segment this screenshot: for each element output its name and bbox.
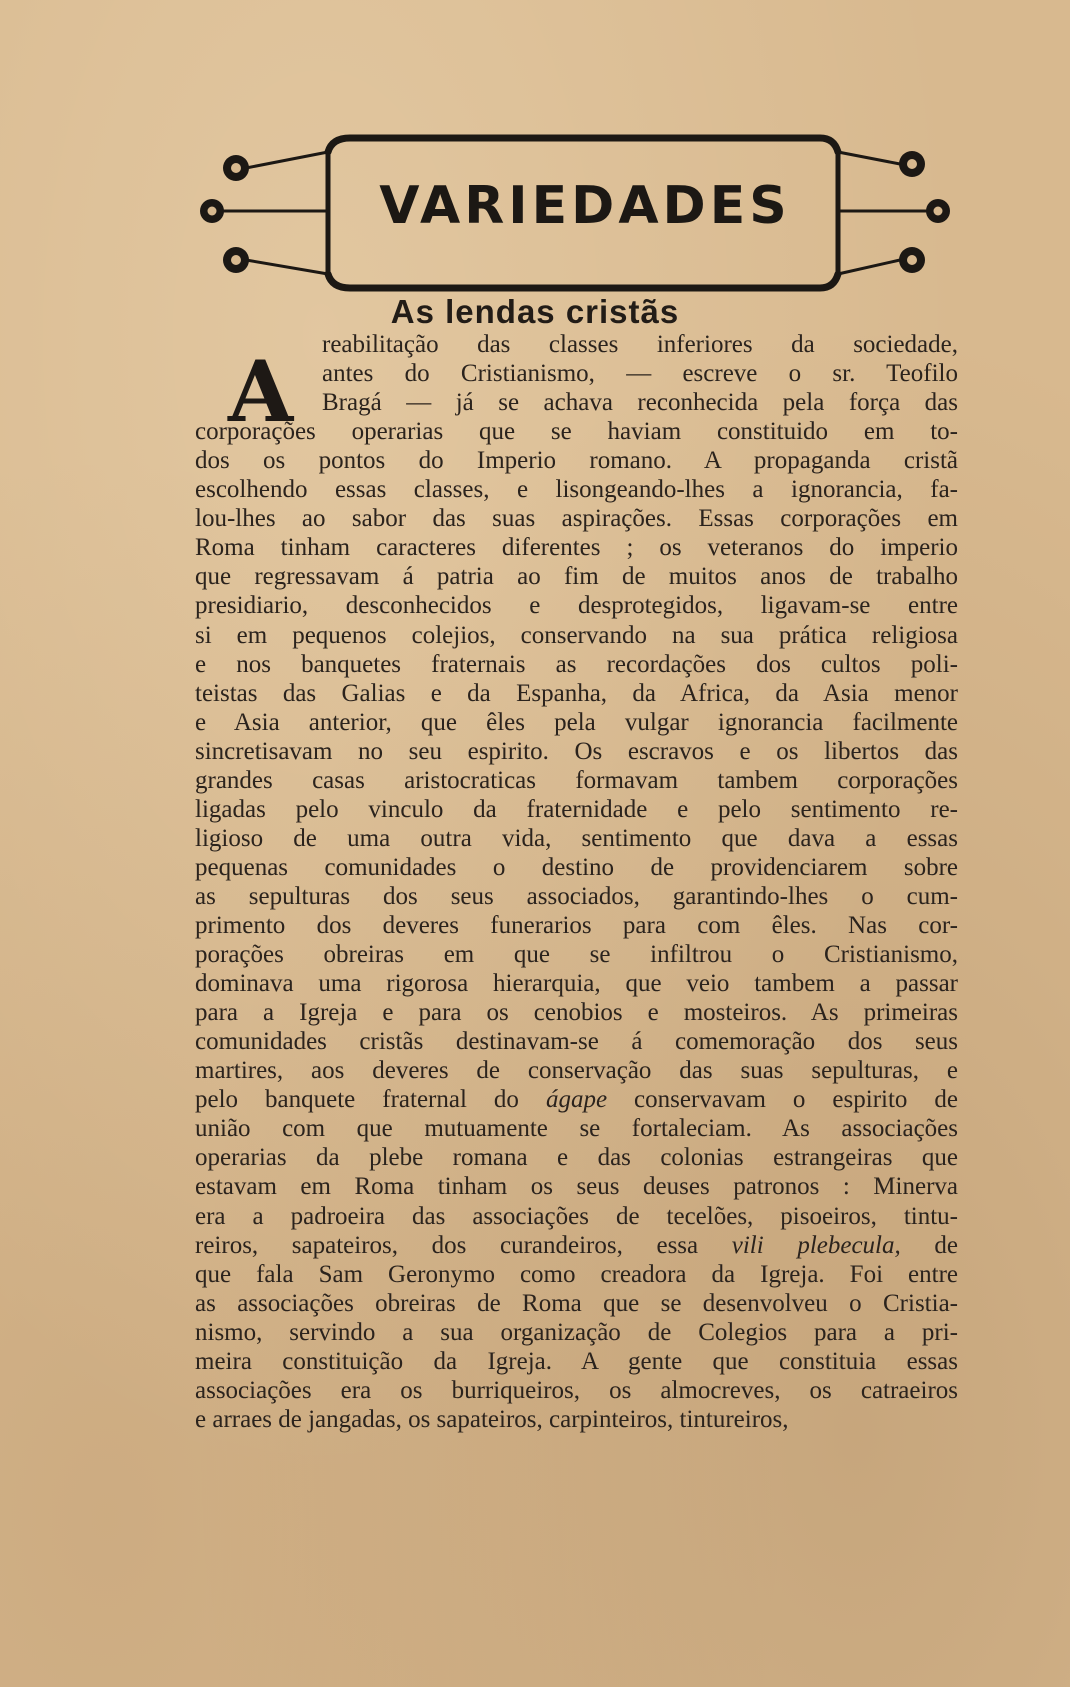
text-line: presidiario, desconhecidos e desprotegidos, ligavam-se entre — [195, 592, 958, 620]
text-line: Roma tinham caracteres diferentes ; os veteranos do imperio — [195, 534, 958, 562]
text-line: era a padroeira das associações de tecelões, pisoeiros, tintu- — [195, 1202, 958, 1230]
text-line: ligadas pelo vinculo da fraternidade e pelo sentimento re- — [195, 795, 958, 823]
text-line: meira constituição da Igreja. A gente que constituia essas — [195, 1347, 958, 1375]
text-line: as sepulturas dos seus associados, garantindo-lhes o cum- — [195, 882, 958, 910]
text-line: comunidades cristãs destinavam-se á comemoração dos seus — [195, 1028, 958, 1056]
article-title: As lendas cristãs — [390, 293, 680, 330]
text-line: e Asia anterior, que êles pela vulgar ignorancia facilmente — [195, 708, 958, 736]
text-line: sincretisavam no seu espirito. Os escravos e os libertos das — [195, 737, 958, 765]
text-line: pelo banquete fraternal do ágape conservavam o espirito de — [195, 1086, 959, 1114]
text-line: teistas das Galias e da Espanha, da Africa, da Asia menor — [195, 679, 958, 707]
text-line: primento dos deveres funerarios para com êles. Nas cor- — [195, 912, 958, 939]
text-line: as associações obreiras de Roma que se desenvolveu o Cristia- — [195, 1289, 958, 1317]
text-line: e arraes de jangadas, os sapateiros, carpinteiros, tintureiros, — [195, 1405, 789, 1433]
text-line: ligioso de uma outra vida, sentimento que dava a essas — [195, 824, 958, 852]
text-line: associações era os burriqueiros, os almocreves, os catraeiros — [195, 1376, 958, 1404]
text-line: si em pequenos colejios, conservando na sua prática religiosa — [195, 621, 958, 649]
text-line: e nos banquetes fraternais as recordações dos cultos poli- — [195, 650, 958, 678]
text-line: grandes casas aristocraticas formavam tambem corporações — [195, 766, 958, 794]
text-line: dominava uma rigorosa hierarquia, que veio tambem a passar — [195, 970, 958, 998]
text-line: operarias da plebe romana e das colonias estrangeiras que — [195, 1144, 958, 1172]
text-line: corporações operarias que se haviam constituido em to- — [195, 418, 958, 446]
text-line: lou-lhes ao sabor das suas aspirações. Essas corporações em — [195, 505, 958, 533]
text-line: união com que mutuamente se fortaleciam. As associações — [195, 1115, 958, 1143]
text-line: porações obreiras em que se infiltrou o Cristianismo, — [195, 941, 958, 969]
text-line: Bragá — já se achava reconhecida pela força das — [322, 389, 958, 417]
text-line: pequenas comunidades o destino de providenciarem sobre — [195, 853, 958, 881]
text-line: que fala Sam Geronymo como creadora da Igreja. Foi entre — [195, 1260, 958, 1288]
text-line: dos os pontos do Imperio romano. A propaganda cristã — [195, 447, 958, 475]
text-line: reabilitação das classes inferiores da sociedade, — [322, 331, 958, 358]
text-line: reiros, sapateiros, dos curandeiros, essa vili plebecula, de — [195, 1231, 958, 1259]
text-line: para a Igreja e para os cenobios e mosteiros. As primeiras — [195, 999, 958, 1027]
text-line: escolhendo essas classes, e lisongeando-lhes a ignorancia, fa- — [195, 476, 958, 504]
text-line: antes do Cristianismo, — escreve o sr. Teofilo — [322, 360, 958, 388]
text-line: nismo, servindo a sua organização de Colegios para a pri- — [195, 1318, 958, 1346]
text-line: martires, aos deveres de conservação das suas sepulturas, e — [195, 1057, 958, 1085]
text-line: que regressavam á patria ao fim de muitos anos de trabalho — [195, 563, 958, 591]
banner-title: VARIEDADES — [379, 176, 791, 236]
drop-cap: A — [228, 342, 294, 441]
text-line: estavam em Roma tinham os seus deuses patronos : Minerva — [195, 1173, 958, 1201]
